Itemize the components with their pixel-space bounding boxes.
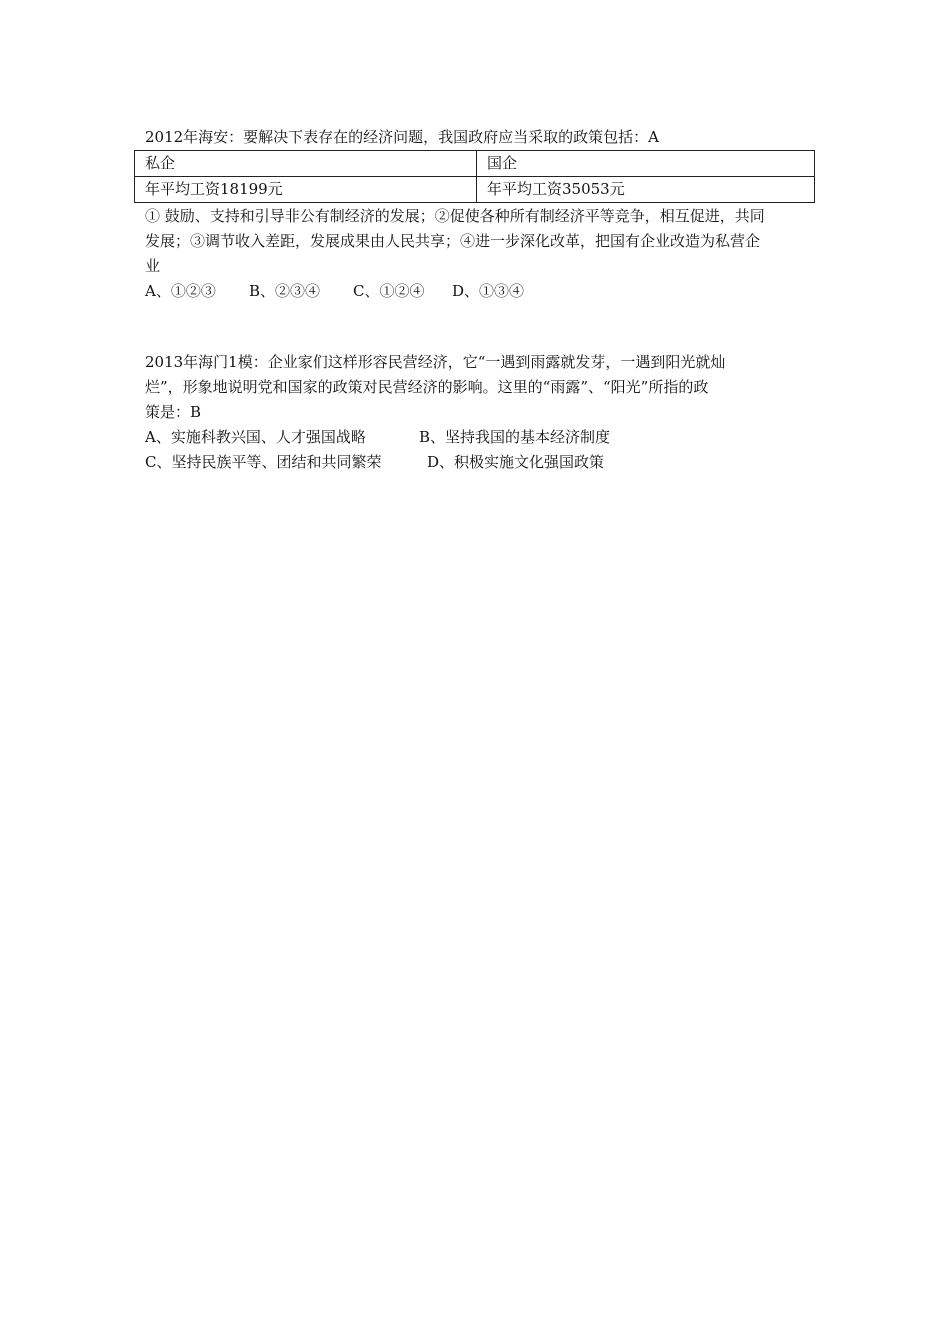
question-2 bbox=[145, 350, 815, 475]
statement-line: 发展；③调节收入差距，发展成果由人民共享；④进一步深化改革，把国有企业改造为私营企 bbox=[145, 232, 761, 250]
table-header-cell: 私企 bbox=[135, 151, 477, 177]
wage-table bbox=[134, 150, 815, 203]
question-1-options bbox=[145, 279, 815, 304]
table-cell: 年平均工资35053元 bbox=[477, 177, 815, 203]
table-header-cell: 国企 bbox=[477, 151, 815, 177]
table-row bbox=[135, 177, 815, 203]
question-2-stem-line: 2013年海门1模：企业家们这样形容民营经济，它“一遇到雨露就发芽，一遇到阳光就灿 bbox=[145, 353, 726, 371]
option-c: C、①②④ bbox=[353, 282, 425, 300]
question-2-stem-line: 烂”，形象地说明党和国家的政策对民营经济的影响。这里的“雨露”、“阳光”所指的政 bbox=[145, 378, 709, 396]
question-1-stem: 2012年海安：要解决下表存在的经济问题，我国政府应当采取的政策包括：A bbox=[145, 128, 660, 146]
question-1-statements bbox=[145, 204, 815, 279]
question-2-stem-line: 策是：B bbox=[145, 403, 202, 421]
option-b: B、②③④ bbox=[249, 282, 321, 300]
option-c: C、坚持民族平等、团结和共同繁荣 bbox=[145, 453, 382, 471]
option-a: A、实施科教兴国、人才强国战略 bbox=[145, 428, 366, 446]
table-cell: 年平均工资18199元 bbox=[135, 177, 477, 203]
option-d: D、①③④ bbox=[452, 282, 525, 300]
question-2-options-row-2 bbox=[145, 450, 815, 475]
option-a: A、①②③ bbox=[145, 282, 216, 300]
question-1 bbox=[145, 125, 815, 304]
statement-line: ① 鼓励、支持和引导非公有制经济的发展；②促使各种所有制经济平等竞争，相互促进，共同 bbox=[145, 207, 765, 225]
option-b: B、坚持我国的基本经济制度 bbox=[419, 428, 611, 446]
question-2-options-row-1 bbox=[145, 425, 815, 450]
statement-line: 业 bbox=[145, 257, 161, 275]
table-row bbox=[135, 151, 815, 177]
option-d: D、积极实施文化强国政策 bbox=[427, 453, 605, 471]
